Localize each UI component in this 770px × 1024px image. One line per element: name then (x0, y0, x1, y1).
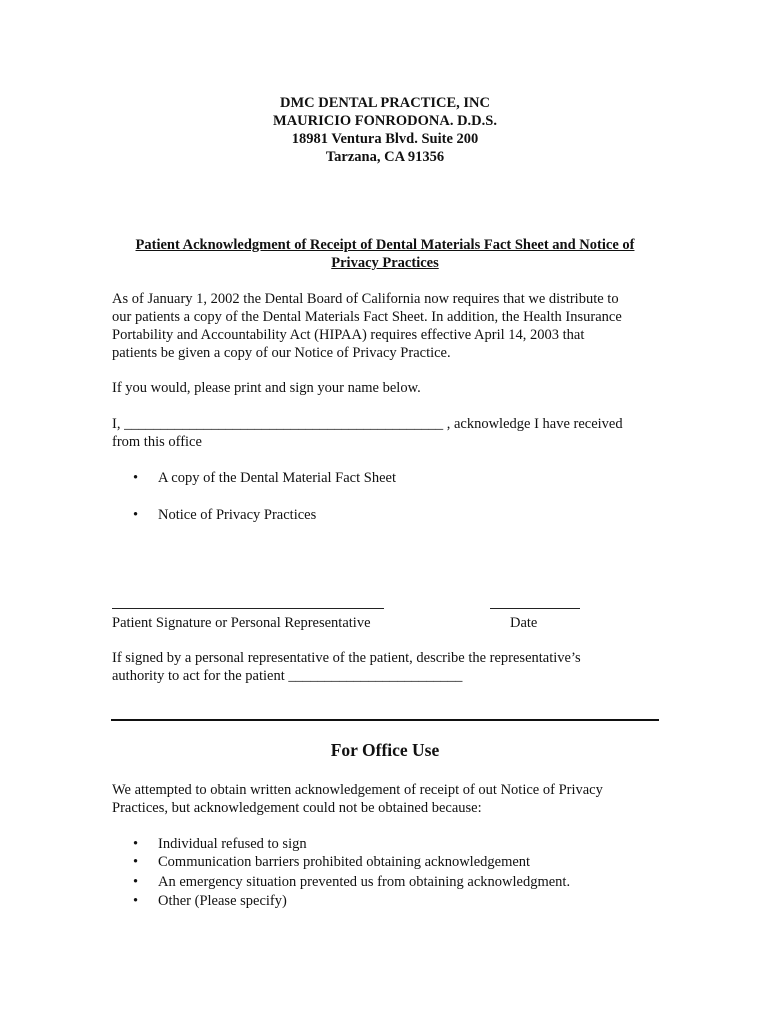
received-item (133, 469, 396, 487)
office-use-line-2: Practices, but acknowledgement could not be obtained because: (112, 800, 482, 816)
office-use-line-1: We attempted to obtain written acknowledgement of receipt of out Notice of Privacy (112, 782, 603, 798)
reason-label: Individual refused to sign (158, 836, 307, 852)
document-title (112, 236, 658, 272)
practice-header (0, 94, 770, 166)
bullet-icon: • (133, 470, 139, 486)
reason-label: Communication barriers prohibited obtaining acknowledgement (158, 854, 531, 870)
doctor-name: MAURICIO FONRODONA. D.D.S. (273, 113, 497, 129)
title-line-1: Patient Acknowledgment of Receipt of Dental Materials Fact Sheet and Notice of (135, 237, 635, 253)
representative-line-1: If signed by a personal representative of the patient, describe the representative’s (112, 650, 581, 666)
representative-authority-blank[interactable]: authority to act for the patient ________________________ (112, 668, 463, 684)
reason-item (133, 835, 307, 853)
street-address: 18981 Ventura Blvd. Suite 200 (291, 131, 479, 147)
received-item (133, 506, 316, 524)
intro-paragraph (112, 290, 652, 362)
received-item-label: Notice of Privacy Practices (158, 507, 317, 523)
instruction-text: If you would, please print and sign your name below. (112, 380, 421, 396)
bullet-icon: • (133, 893, 139, 909)
signature-label: Patient Signature or Personal Representative (112, 615, 371, 631)
reason-label: An emergency situation prevented us from obtaining acknowledgment. (158, 874, 571, 890)
practice-name: DMC DENTAL PRACTICE, INC (280, 95, 490, 111)
reason-item (133, 873, 570, 891)
bullet-icon: • (133, 836, 139, 852)
bullet-icon: • (133, 507, 139, 523)
date-label: Date (510, 615, 538, 631)
acknowledge-statement (112, 415, 652, 451)
office-use-paragraph (112, 781, 652, 817)
received-item-label: A copy of the Dental Material Fact Sheet (158, 470, 396, 486)
acknowledge-line-2: from this office (112, 434, 202, 450)
reason-item (133, 853, 530, 871)
reason-label: Other (Please specify) (158, 893, 287, 909)
signature-line[interactable] (112, 608, 384, 609)
office-use-heading: For Office Use (330, 740, 440, 760)
city-state-zip: Tarzana, CA 91356 (325, 149, 445, 165)
section-divider (111, 719, 659, 721)
reason-item (133, 892, 287, 910)
intro-line-4: patients be given a copy of our Notice of Privacy Practice. (112, 345, 451, 361)
bullet-icon: • (133, 874, 139, 890)
date-line[interactable] (490, 608, 580, 609)
title-line-2: Privacy Practices (331, 255, 439, 271)
intro-line-3: Portability and Accountability Act (HIPAA) requires effective April 14, 2003 that (112, 327, 585, 343)
intro-line-2: our patients a copy of the Dental Materials Fact Sheet. In addition, the Health Insurance (112, 309, 622, 325)
representative-paragraph (112, 649, 652, 685)
bullet-icon: • (133, 854, 139, 870)
intro-line-1: As of January 1, 2002 the Dental Board of California now requires that we distribute to (112, 291, 619, 307)
name-blank-line[interactable]: I, ____________________________________________ , acknowledge I have received (112, 416, 623, 432)
